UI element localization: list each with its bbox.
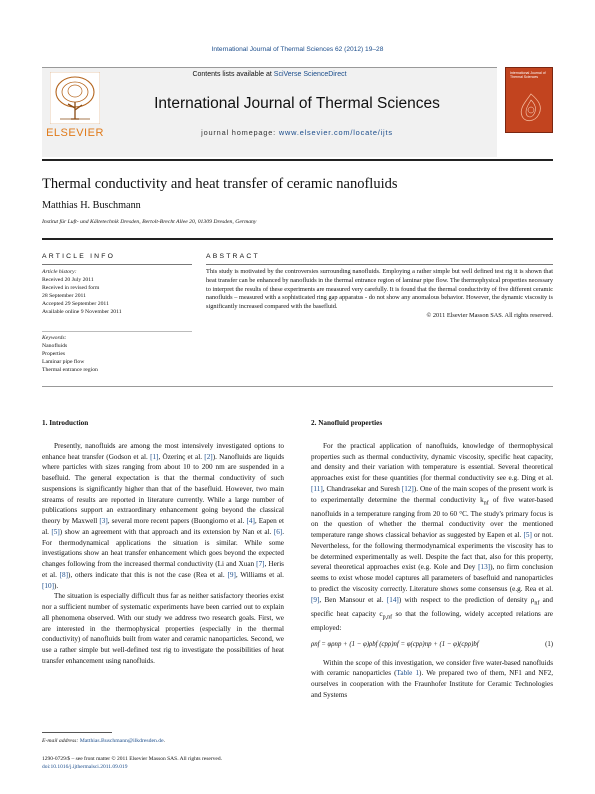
section-heading-introduction: 1. Introduction [42, 419, 89, 427]
elsevier-tree-icon [50, 72, 100, 124]
citation-link[interactable]: [1] [150, 452, 159, 461]
journal-homepage [97, 128, 497, 137]
abstract-label: ABSTRACT [206, 253, 260, 260]
issn-line: 1290-0729/$ – see front matter © 2011 Elsevier Masson SAS. All rights reserved. [42, 756, 222, 762]
info-divider [42, 331, 192, 332]
article-title: Thermal conductivity and heat transfer of ceramic nanofluids [42, 176, 398, 192]
section-heading-properties: 2. Nanofluid properties [311, 419, 383, 427]
cover-title: International Journal of Thermal Sciences [510, 71, 546, 80]
journal-header [42, 67, 497, 157]
history-item: Accepted 29 September 2011 [42, 301, 109, 308]
citation-link[interactable]: [14] [386, 595, 399, 604]
citation-link[interactable]: [8] [59, 570, 69, 579]
article-info-label: ARTICLE INFO [42, 253, 116, 260]
citation-link[interactable]: [11] [311, 484, 323, 493]
footnote-label: E-mail address: [42, 738, 80, 744]
keyword: Laminar pipe flow [42, 359, 85, 366]
citation-link[interactable]: [12] [401, 484, 414, 493]
keywords-heading: Keywords: [42, 335, 67, 341]
citation-link[interactable]: [5] [523, 531, 532, 540]
history-item: Received in revised form [42, 285, 100, 292]
journal-reference[interactable]: International Journal of Thermal Sciences 62 (2012) 19–28 [211, 46, 384, 53]
abstract-text: This study is motivated by the controversies surrounding nanofluids. Employing a rather simple but well defined test rig it is shown that heat transfer can be enhanced by nanofluids in the thermal entrance region of laminar pipe flow. The thermophysical properties necessary to interpret the results of these experiments are measured very carefully. It is found that the thermal conductivity of five different ceramic nanofluids – measured with a sophisticated ring gap apparatus - do not show any anomalous behavior. However, the dynamic viscosity is significantly increased compared with the basefluid. [206, 268, 553, 311]
citation-link[interactable]: [9] [311, 595, 320, 604]
citation-link[interactable]: [3] [99, 517, 108, 525]
publisher-name: ELSEVIER [46, 127, 104, 139]
table-link[interactable]: Table 1 [396, 669, 420, 678]
intro-paragraph-1: Presently, nanofluids are among the most intensively investigated options to enhance heat transfer (Godson et al. [1], Özerinç et al. [2]). Nanofluids are liquids where particles with sizes ranging from about 10 to 200 nm are suspended in a basefluid. The general expectation is that the thermal conductivity of such suspensions is significantly higher than that of the basefluid. However, two main streams of results are reported in literature currently. While a large number of publications support an extraordinary enhancement going beyond the classical theory by Maxwell [3], several more recent papers (Buongiorno et al. [4], Eapen et al. [5]) show an agreement with that approach and its extension by Nan et al. [6]. For thermodynamical applications the situation is similar. While some investigations show an heat transfer enhancement which goes beyond the expected changes following from the increased thermal conductivity (Li and Xuan [7], Heris et al. [8]), others indicate that this is not the case (Rea et al. [9], Williams et al. [10]). [42, 441, 284, 590]
footnote-rule [42, 732, 112, 733]
homepage-prefix: journal homepage: [201, 128, 279, 137]
author-affiliation: Institut für Luft- und Kältetechnik Dresden, Bertolt-Brecht Allee 20, 01309 Dresden, Germany [42, 219, 257, 225]
journal-cover [505, 67, 553, 133]
abstract [206, 268, 553, 321]
citation-link[interactable]: [6] [273, 527, 283, 536]
keywords [42, 334, 192, 374]
equation-number: (1) [545, 640, 553, 648]
citation-link[interactable]: [4] [246, 517, 255, 525]
column-left [42, 418, 284, 667]
column-right [311, 418, 553, 701]
keyword: Nanofluids [42, 343, 68, 350]
header-rule [42, 159, 553, 161]
title-rule [42, 238, 553, 240]
properties-paragraph-2: Within the scope of this investigation, we consider five water-based nanofluids with ceramic nanoparticles (Table 1). We prepared two of them, NF1 and NF2, ourselves in cooperation with the Fraunhofer Institute for Ceramic Technologies and Systems [311, 658, 554, 699]
contents-prefix: Contents lists available at [192, 71, 274, 78]
citation-link[interactable]: [10] [42, 581, 54, 590]
info-rule [42, 264, 192, 265]
intro-paragraph-2: The situation is especially difficult thus far as neither satisfactory theories exist nor a sufficient number of systematic experiments have been carried out to explain all phenomena observed. With our study we address two research goals. First, we are interested in the thermophysical properties (especially in the thermal conductivity) of nanofluids built from water and ceramic nanoparticles. Second, we use a rather simple but well-defined test rig to investigate the possibilities of heat transfer enhancement using nanofluids. [42, 592, 284, 665]
citation-link[interactable]: [5] [51, 527, 60, 536]
email-link[interactable]: Matthias.Buschmann@ilkdresden.de [79, 738, 164, 744]
citation-link[interactable]: [13] [478, 563, 491, 572]
history-item: Available online 9 November 2011 [42, 309, 122, 316]
history-item: 28 September 2011 [42, 293, 87, 300]
footnote: E-mail address: Matthias.Buschmann@ilkdresden.de. [42, 738, 166, 744]
keyword: Properties [42, 351, 66, 358]
citation-link[interactable]: [9] [227, 570, 236, 579]
history-heading: Article history: [42, 269, 77, 275]
abstract-copyright: © 2011 Elsevier Masson SAS. All rights reserved. [426, 311, 553, 319]
history-item: Received 20 July 2011 [42, 277, 94, 284]
journal-title: International Journal of Thermal Sciences [154, 95, 440, 112]
keyword: Thermal entrance region [42, 367, 98, 374]
cover-art-icon [516, 92, 546, 126]
homepage-link[interactable]: www.elsevier.com/locate/ijts [278, 128, 393, 137]
publication-info [42, 756, 222, 771]
sciverse-link[interactable]: SciVerse ScienceDirect [273, 71, 347, 78]
doi-link[interactable]: doi:10.1016/j.ijthermalsci.2011.09.019 [42, 763, 128, 770]
citation-link[interactable]: [2] [204, 452, 213, 461]
equation-body: ρnf = φρnp + (1 − φ)ρbf (cpρ)nf = φ(cpρ)np + (1 − φ)(cpρ)bf [311, 640, 479, 648]
article-history [42, 268, 192, 317]
author-name: Matthias H. Buschmann [42, 200, 141, 211]
equation-1 [311, 640, 553, 651]
abstract-bottom-rule [42, 386, 553, 387]
abstract-rule [206, 264, 553, 265]
citation-link[interactable]: [7] [256, 560, 265, 568]
properties-paragraph-1: For the practical application of nanofluids, knowledge of thermophysical properties such as thermal conductivity, dynamic viscosity, specific heat capacity, and density and their variation with temperature is essential. Several theoretical approaches exist for these quantities (for thermal conductivity see e.g. Ding et al. [11], Chandrasekar and Suresh [12]). One of the main scopes of the present work is to experimentally determine the thermal conductivity $k_{nf}$ of five water-based nanofluids in a temperature ranging from 20 to 60 °C. The study's primary focus is on the question of whether the thermal conductivity over the mentioned temperature range shows classical behavior as suggested by Eapen et al. [5] or not. Nevertheless, for the following thermodynamical experiments the viscosity has to be determined experimentally as well. Despite the fact that, also for this property, several theoretical approaches exist (e.g. Kole and Dey [13]), no firm conclusion seems to exist whose model captures all parameters of basefluid and nanoparticles to predict the viscosity correctly. Literature shows some consensus (e.g. Rea et al. [9], Ben Mansour et al. [14]) with respect to the prediction of density $\rho_{nf}$ and specific heat capacity $c_{p,nf}$ so that the following, widely accepted relations are employed: [311, 441, 554, 633]
contents-line [42, 71, 497, 78]
